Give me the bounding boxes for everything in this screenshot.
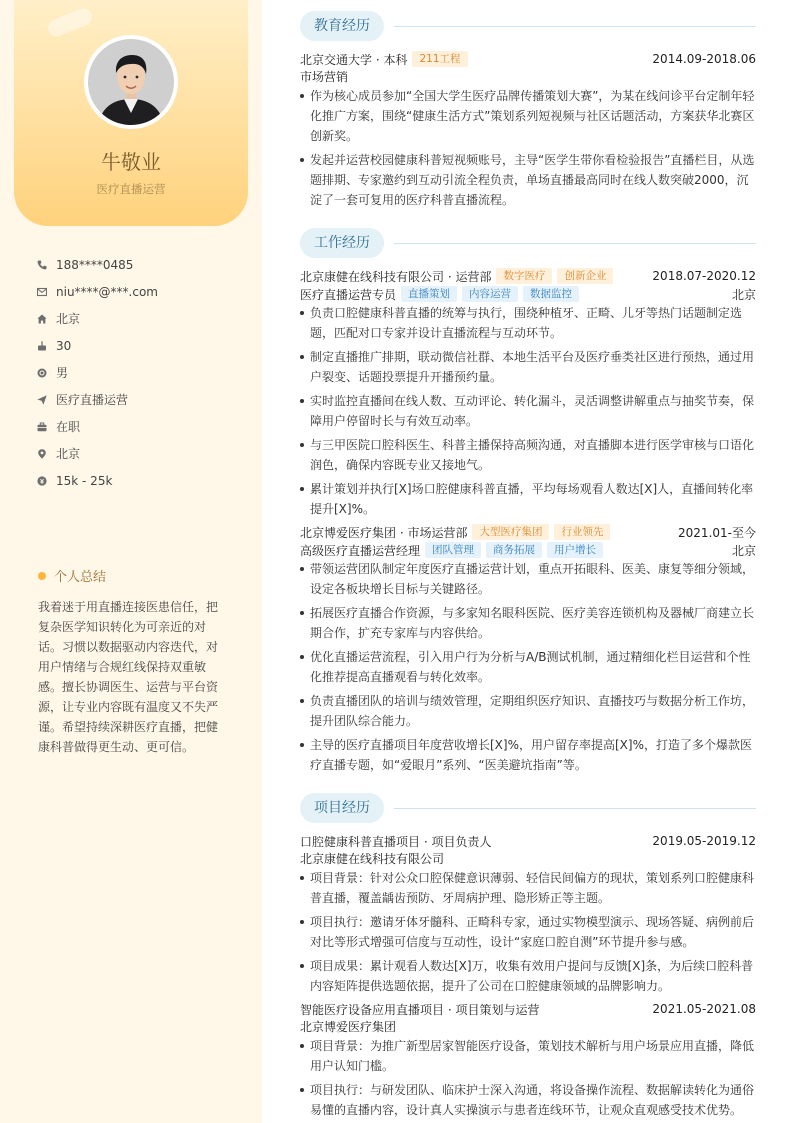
summary-title: 个人总结 (54, 570, 107, 585)
job-location: 北京 (731, 543, 756, 558)
candidate-name: 牛敬业 (101, 150, 161, 174)
project-bullets (300, 868, 756, 1000)
skill-tag: 商务拓展 (486, 542, 542, 558)
contact-position: 医疗直播运营 (37, 386, 158, 413)
personal-summary (38, 566, 224, 757)
list-item: 项目成果：累计观看人数达[X]万，收集有效用户提问与反馈[X]条，为后续口腔科普内容矩阵提供选题依据，提升了公司在口腔健康领域的品牌影响力。 (300, 956, 756, 996)
contact-age: 30 (37, 332, 158, 359)
education-bullets (300, 86, 756, 214)
skill-tag: 团队管理 (425, 542, 481, 558)
list-item: 与三甲医院口腔科医生、科普主播保持高频沟通，对直播脚本进行医学审核与口语化润色，确保内容既专业又接地气。 (300, 435, 756, 475)
list-item: 项目执行：与研发团队、临床护士深入沟通，将设备操作流程、数据解读转化为通俗易懂的直播内容，设计真人实操演示与患者连线环节，让观众直观感受技术优势。 (300, 1080, 756, 1120)
company-tag: 数字医疗 (496, 268, 552, 284)
job-company-row (300, 267, 756, 285)
job-location: 北京 (731, 287, 756, 302)
skill-tag: 直播策划 (401, 286, 457, 302)
project-dates: 2019.05-2019.12 (652, 834, 756, 848)
home-icon (37, 314, 47, 324)
bullet-dot-icon (38, 572, 46, 580)
contact-location: 北京 (37, 440, 158, 467)
briefcase-icon (37, 422, 47, 432)
contact-list (37, 251, 158, 494)
project-name: 口腔健康科普直播项目 · 项目负责人 (300, 834, 492, 849)
skill-tag: 用户增长 (547, 542, 603, 558)
candidate-title: 医疗直播运营 (96, 182, 166, 196)
job-role-row (300, 285, 756, 303)
project-row (300, 1000, 756, 1018)
list-item: 项目背景：针对公众口腔保健意识薄弱、轻信民间偏方的现状，策划系列口腔健康科普直播，覆盖龋齿预防、牙周病护理、隐形矫正等主题。 (300, 868, 756, 908)
project-org: 北京博爱医疗集团 (300, 1020, 397, 1034)
contact-salary: 15k - 25k (37, 467, 158, 494)
project-org: 北京康健在线科技有限公司 (300, 852, 445, 866)
project-dates: 2021.05-2021.08 (652, 1002, 756, 1016)
cake-icon (37, 341, 47, 351)
contact-phone: 188****0485 (37, 251, 158, 278)
send-icon (37, 395, 47, 405)
list-item: 作为核心成员参加“全国大学生医疗品牌传播策划大赛”，为某在线问诊平台定制年轻化推广方案，围绕“健康生活方式”策划系列短视频与社区话题活动，方案获华北赛区创新奖。 (300, 86, 756, 146)
list-item: 项目执行：邀请牙体牙髓科、正畸科专家，通过实物模型演示、现场答疑、病例前后对比等形式增强可信度与互动性，设计“家庭口腔自测”环节提升参与感。 (300, 912, 756, 952)
section-divider (394, 26, 756, 27)
contact-email: niu****@***.com (37, 278, 158, 305)
school-name: 北京交通大学 · 本科 (300, 52, 408, 67)
section-divider (394, 243, 756, 244)
list-item: 负责直播团队的培训与绩效管理，定期组织医疗知识、直播技巧与数据分析工作坊，提升团队综合能力。 (300, 691, 756, 731)
job-dates: 2021.01-至今 (678, 525, 756, 540)
project-row (300, 832, 756, 850)
contact-status: 在职 (37, 413, 158, 440)
job-company-row (300, 523, 756, 541)
mail-icon (37, 287, 47, 297)
sidebar (0, 0, 262, 1123)
gender-icon (37, 368, 47, 378)
list-item: 项目背景：为推广新型居家智能医疗设备，策划技术解析与用户场景应用直播，降低用户认知门槛。 (300, 1036, 756, 1076)
list-item: 带领运营团队制定年度医疗直播运营计划，重点开拓眼科、医美、康复等细分领域，设定各板块增长目标与关键路径。 (300, 559, 756, 599)
major: 市场营销 (300, 70, 349, 84)
list-item: 优化直播运营流程，引入用户行为分析与A/B测试机制，通过精细化栏目运营和个性化推荐提高直播观看与转化效率。 (300, 647, 756, 687)
section-work-header (300, 228, 756, 258)
list-item: 负责口腔健康科普直播的统筹与执行，围绕种植牙、正畸、儿牙等热门话题制定选题，匹配对口专家并设计直播流程与互动环节。 (300, 303, 756, 343)
school-tag: 211工程 (412, 51, 467, 67)
list-item: 主导的医疗直播项目年度营收增长[X]%，用户留存率提高[X]%，打造了多个爆款医疗直播专题，如“爱眼月”系列、“医美避坑指南”等。 (300, 735, 756, 775)
job-bullets (300, 303, 756, 523)
job-role: 医疗直播运营专员 (300, 287, 397, 302)
contact-city: 北京 (37, 305, 158, 332)
company-name: 北京博爱医疗集团 · 市场运营部 (300, 525, 468, 540)
avatar (84, 35, 178, 129)
company-tag: 行业领先 (554, 524, 610, 540)
section-education-header (300, 11, 756, 41)
job-role-row (300, 541, 756, 559)
section-title: 教育经历 (300, 11, 384, 41)
project-name: 智能医疗设备应用直播项目 · 项目策划与运营 (300, 1002, 540, 1017)
section-divider (394, 808, 756, 809)
list-item: 制定直播推广排期，联动微信社群、本地生活平台及医疗垂类社区进行预热，通过用户裂变、话题投票提升开播预约量。 (300, 347, 756, 387)
location-icon (37, 449, 47, 459)
project-bullets (300, 1036, 756, 1123)
money-icon (37, 476, 47, 486)
education-row (300, 50, 756, 68)
list-item: 发起并运营校园健康科普短视频账号，主导“医学生带你看检验报告”直播栏目，从选题排期、专家邀约到互动引流全程负责，单场直播最高同时在线人数突破2000，沉淀了一套可复用的医疗科普直播流程。 (300, 150, 756, 210)
company-tag: 大型医疗集团 (472, 524, 549, 540)
list-item: 拓展医疗直播合作资源，与多家知名眼科医院、医疗美容连锁机构及器械厂商建立长期合作，扩充专家库与内容供给。 (300, 603, 756, 643)
job-dates: 2018.07-2020.12 (652, 269, 756, 283)
job-role: 高级医疗直播运营经理 (300, 543, 421, 558)
list-item: 实时监控直播间在线人数、互动评论、转化漏斗，灵活调整讲解重点与抽奖节奏，保障用户停留时长与有效互动率。 (300, 391, 756, 431)
decorative-pill (45, 6, 94, 39)
avatar-photo-icon (88, 39, 174, 125)
company-name: 北京康健在线科技有限公司 · 运营部 (300, 269, 492, 284)
skill-tag: 数据监控 (523, 286, 579, 302)
section-title: 工作经历 (300, 228, 384, 258)
skill-tag: 内容运营 (462, 286, 518, 302)
job-bullets (300, 559, 756, 779)
summary-header (38, 566, 224, 585)
section-title: 项目经历 (300, 793, 384, 823)
list-item: 累计策划并执行[X]场口腔健康科普直播，平均每场观看人数达[X]人，直播间转化率提升[X]%。 (300, 479, 756, 519)
education-dates: 2014.09-2018.06 (652, 52, 756, 66)
section-projects-header (300, 793, 756, 823)
summary-text: 我着迷于用直播连接医患信任，把复杂医学知识转化为可亲近的对话。习惯以数据驱动内容迭代，对用户情绪与合规红线保持双重敏感。擅长协调医生、运营与平台资源，让专业内容既有温度又不失严谨。希望持续深耕医疗直播，把健康科普做得更生动、更可信。 (38, 600, 219, 754)
contact-gender: 男 (37, 359, 158, 386)
company-tag: 创新企业 (557, 268, 613, 284)
phone-icon (37, 260, 47, 270)
